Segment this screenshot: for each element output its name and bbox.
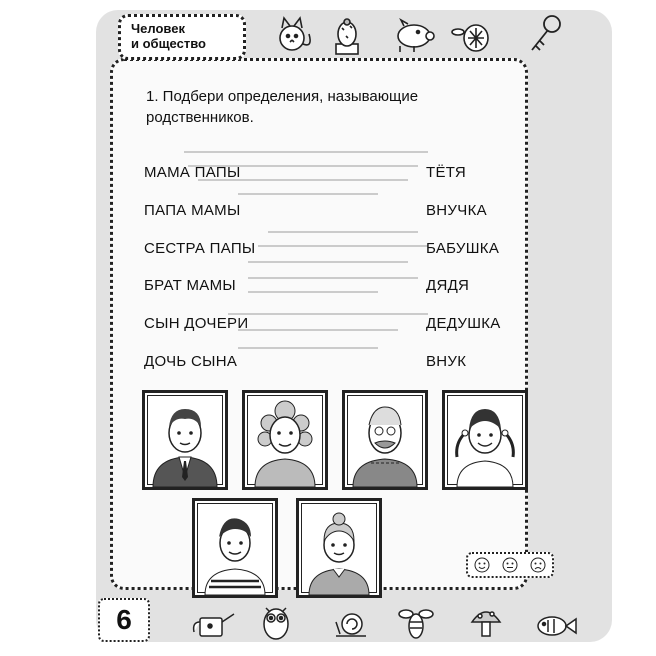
relative-item: ДЕДУШКА — [426, 315, 501, 333]
section-tag — [118, 14, 246, 60]
footer-band — [96, 596, 612, 644]
page-number: 6 — [98, 598, 150, 642]
happy-face-icon[interactable] — [474, 557, 490, 573]
lemon-icon — [452, 25, 488, 51]
relative-item: ВНУЧКА — [426, 201, 487, 219]
watering-can-icon — [194, 614, 234, 636]
mushroom-icon — [472, 612, 500, 636]
pig-icon — [398, 20, 434, 52]
neutral-face-icon[interactable] — [502, 557, 518, 573]
section-title-line2: и общество — [131, 36, 206, 51]
description-item: БРАТ МАМЫ — [144, 277, 236, 295]
portrait-grandfather — [342, 390, 428, 490]
descriptions-column — [144, 164, 256, 391]
portrait-curly-haired-woman — [242, 390, 328, 490]
relative-item: БАБУШКА — [426, 239, 500, 257]
self-assessment — [466, 552, 554, 578]
snail-icon — [336, 614, 366, 636]
description-item: ДОЧЬ СЫНА — [144, 352, 238, 370]
sad-face-icon[interactable] — [530, 557, 546, 573]
description-item: МАМА ПАПЫ — [144, 164, 241, 181]
relative-item: ВНУК — [426, 352, 467, 370]
section-title-line1: Человек — [131, 21, 185, 36]
portrait-boy-in-striped-sweater — [192, 498, 278, 598]
relative-item: ТЁТЯ — [426, 164, 467, 181]
relatives-column — [426, 164, 501, 391]
relative-item: ДЯДЯ — [426, 277, 470, 295]
description-item: ПАПА МАМЫ — [144, 201, 241, 219]
task-instruction: 1. Подбери определения, называющие родственников. — [146, 88, 419, 126]
portrait-man-in-suit — [142, 390, 228, 490]
owl-icon — [264, 608, 288, 639]
bee-icon — [399, 610, 433, 638]
cat-icon — [280, 18, 310, 50]
description-item: СЫН ДОЧЕРИ — [144, 315, 249, 333]
description-item: СЕСТРА ПАПЫ — [144, 239, 256, 257]
portrait-grandmother — [296, 498, 382, 598]
portrait-girl-with-pigtails — [442, 390, 528, 490]
fish-icon — [538, 617, 576, 635]
key-icon — [532, 16, 560, 50]
cactus-icon — [336, 19, 358, 54]
